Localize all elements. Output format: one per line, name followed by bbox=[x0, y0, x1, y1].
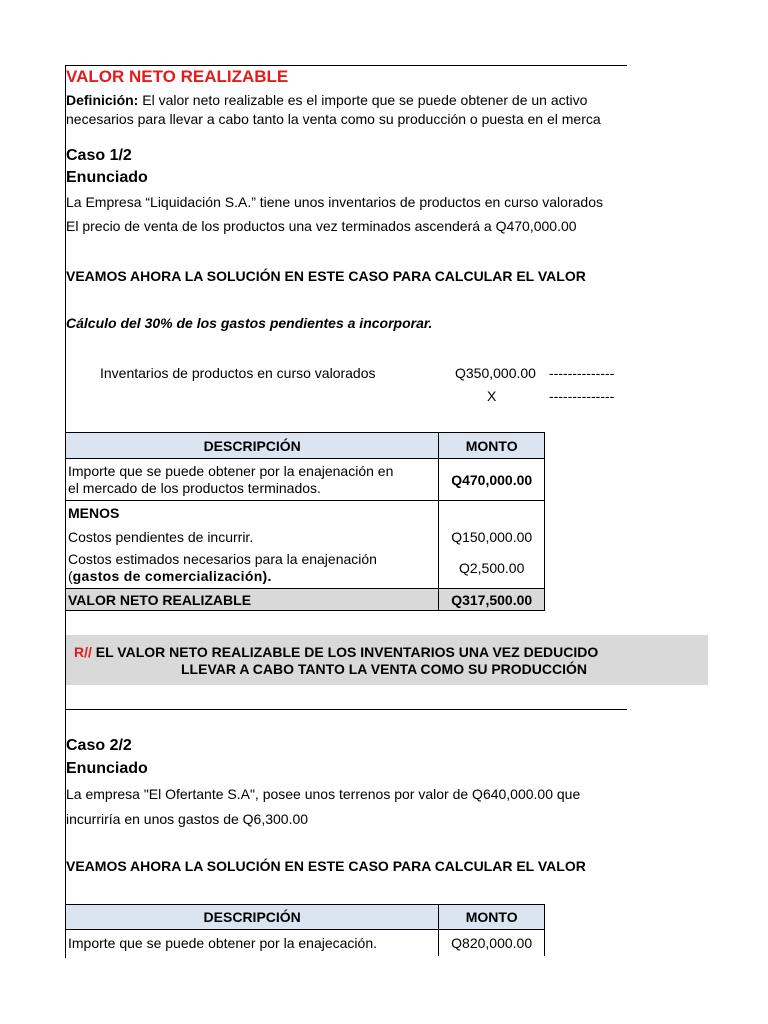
result-banner bbox=[66, 635, 708, 685]
page-title: VALOR NETO REALIZABLE bbox=[66, 67, 289, 86]
result-text-1: EL VALOR NETO REALIZABLE DE LOS INVENTARIOS UNA VEZ DEDUCIDO bbox=[91, 644, 599, 660]
calc-dashes-2: -------------- bbox=[549, 388, 615, 404]
table-header-amount: MONTO bbox=[439, 905, 545, 930]
calc-multiply-x: X bbox=[487, 388, 497, 404]
case-1-table bbox=[65, 432, 545, 611]
case-2-statement-line-2: incurriría en unos gastos de Q6,300.00 bbox=[66, 811, 309, 827]
row-2-description: Costos pendientes de incurrir. bbox=[66, 525, 439, 549]
table-row bbox=[66, 501, 545, 525]
case-2-heading: Caso 2/2 bbox=[66, 737, 132, 754]
definition-line-1 bbox=[66, 91, 587, 110]
row-1-description-a: Importe que se puede obtener por la enajenación en bbox=[68, 462, 394, 479]
table-header-description: DESCRIPCIÓN bbox=[66, 433, 439, 459]
case-2-row-1-description: Importe que se puede obtener por la enajecación. bbox=[66, 930, 439, 956]
definition-label: Definición: bbox=[66, 92, 139, 108]
case-2-table bbox=[65, 904, 545, 956]
row-1-description-b: el mercado de los productos terminados. bbox=[68, 479, 321, 496]
case-1-statement-line-1: La Empresa “Liquidación S.A.” tiene unos inventarios de productos en curso valorados bbox=[66, 194, 603, 210]
table-header-amount: MONTO bbox=[439, 433, 545, 459]
calc-row-label: Inventarios de productos en curso valorados bbox=[100, 365, 376, 381]
case-1-statement-line-2: El precio de venta de los productos una vez terminados ascenderá a Q470,000.00 bbox=[66, 218, 577, 234]
row-2-amount: Q150,000.00 bbox=[439, 525, 545, 549]
menos-label: MENOS bbox=[66, 501, 439, 525]
table-row bbox=[66, 459, 545, 501]
table-header-row bbox=[66, 905, 545, 930]
definition-line-2: necesarios para llevar a cabo tanto la venta como su producción o puesta en el merca bbox=[66, 111, 601, 127]
sheet-top-border bbox=[65, 65, 627, 66]
case-1-solution-heading: VEAMOS AHORA LA SOLUCIÓN EN ESTE CASO PARA CALCULAR EL VALOR bbox=[66, 268, 586, 284]
result-line-2: LLEVAR A CABO TANTO LA VENTA COMO SU PRODUCCIÓN bbox=[181, 661, 587, 677]
calc-dashes-1: -------------- bbox=[549, 365, 615, 381]
case-2-solution-heading: VEAMOS AHORA LA SOLUCIÓN EN ESTE CASO PARA CALCULAR EL VALOR bbox=[66, 858, 586, 874]
table-header-description: DESCRIPCIÓN bbox=[66, 905, 439, 930]
row-3-amount: Q2,500.00 bbox=[439, 549, 545, 589]
case-2-row-1-amount: Q820,000.00 bbox=[439, 930, 545, 956]
calc-row-amount: Q350,000.00 bbox=[455, 365, 536, 381]
definition-text-1: El valor neto realizable es el importe que se puede obtener de un activo bbox=[138, 92, 588, 108]
table-row bbox=[66, 525, 545, 549]
total-label: VALOR NETO REALIZABLE bbox=[66, 589, 439, 611]
case-1-heading: Caso 1/2 bbox=[66, 147, 132, 164]
result-prefix: R// bbox=[74, 644, 92, 660]
case-1-subheading: Enunciado bbox=[66, 169, 148, 186]
case-2-statement-line-1: La empresa "El Ofertante S.A", posee unos terrenos por valor de Q640,000.00 que bbox=[66, 786, 581, 802]
table-row bbox=[66, 549, 545, 589]
row-1-description bbox=[66, 459, 439, 501]
table-total-row bbox=[66, 589, 545, 611]
row-3-description bbox=[66, 549, 439, 589]
case-2-subheading: Enunciado bbox=[66, 760, 148, 777]
result-line-1 bbox=[74, 644, 627, 660]
row-3-paren: ( bbox=[68, 568, 73, 585]
row-3-description-bold: gastos de comercialización). bbox=[72, 568, 272, 585]
row-1-amount: Q470,000.00 bbox=[439, 459, 545, 501]
table-row bbox=[66, 930, 545, 956]
total-amount: Q317,500.00 bbox=[439, 589, 545, 611]
case-1-calc-title: Cálculo del 30% de los gastos pendientes a incorporar. bbox=[66, 315, 433, 331]
table-header-row bbox=[66, 433, 545, 459]
section-divider bbox=[65, 709, 627, 710]
row-3-description-b bbox=[68, 568, 436, 585]
row-3-description-a: Costos estimados necesarios para la enajenación bbox=[68, 551, 377, 568]
menos-amount-empty bbox=[439, 501, 545, 525]
